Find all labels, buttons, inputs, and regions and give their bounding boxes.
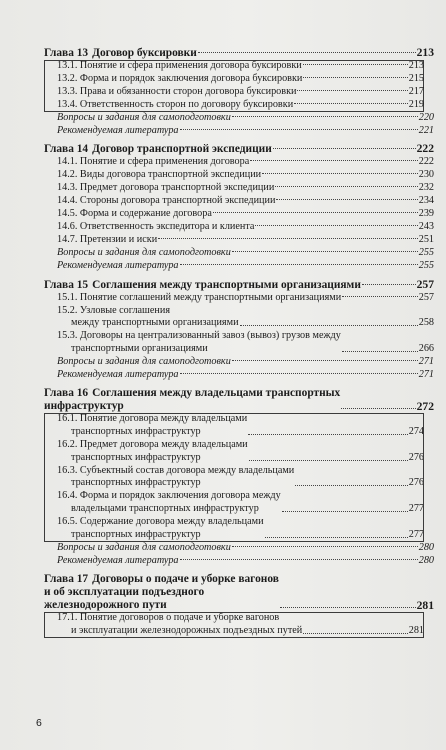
leader-dots bbox=[249, 460, 408, 461]
entry-text: 14.6. Ответственность экспедитора и клиента bbox=[57, 220, 255, 232]
toc-entry-literature[interactable] bbox=[44, 555, 434, 568]
entry-text: 14.4. Стороны договора транспортной экспедиции bbox=[57, 195, 276, 207]
leader-dots bbox=[232, 546, 418, 547]
entry-text: Вопросы и задания для самоподготовки bbox=[57, 542, 231, 553]
toc-entry[interactable] bbox=[44, 292, 434, 305]
entry-text: 13.2. Форма и порядок заключения договора буксировки bbox=[57, 72, 303, 84]
toc-entry-questions[interactable] bbox=[44, 112, 434, 125]
leader-dots bbox=[240, 325, 418, 326]
entry-text: Рекомендуемая литература bbox=[57, 124, 179, 136]
toc-entry[interactable] bbox=[44, 612, 424, 638]
chapter-16-heading[interactable] bbox=[44, 387, 434, 413]
chapter-page: 213 bbox=[416, 46, 434, 59]
leader-dots bbox=[342, 351, 418, 352]
toc-entry-questions[interactable] bbox=[44, 542, 434, 555]
entry-text: Вопросы и задания для самоподготовки bbox=[57, 246, 231, 258]
leader-dots bbox=[158, 238, 418, 239]
entry-page: 255 bbox=[418, 246, 434, 258]
entry-page: 271 bbox=[418, 369, 434, 381]
leader-dots bbox=[273, 148, 416, 149]
entry-page: 276 bbox=[408, 477, 424, 489]
chapter-page: 222 bbox=[416, 142, 434, 156]
entry-page: 243 bbox=[418, 220, 434, 232]
toc-entry-literature[interactable] bbox=[44, 125, 434, 138]
entry-text: Вопросы и задания для самоподготовки bbox=[57, 111, 231, 123]
chapter-title: Соглашения между владельцами транспортных bbox=[92, 386, 341, 399]
toc-entry[interactable] bbox=[44, 86, 424, 99]
toc-entry-literature[interactable] bbox=[44, 260, 434, 273]
entry-text: Рекомендуемая литература bbox=[57, 259, 179, 271]
toc-entry[interactable] bbox=[44, 99, 424, 112]
chapter-label: Глава 16 bbox=[44, 386, 89, 399]
chapter-13-items bbox=[44, 60, 424, 112]
entry-page: 219 bbox=[408, 98, 424, 110]
entry-page: 258 bbox=[418, 317, 434, 329]
entry-text-cont: и эксплуатации железнодорожных подъездных путей bbox=[71, 624, 303, 636]
leader-dots bbox=[295, 485, 407, 486]
chapter-16-items bbox=[44, 413, 424, 542]
entry-page: 277 bbox=[408, 503, 424, 515]
chapter-title-cont: и об эксплуатации подъездного bbox=[44, 585, 205, 598]
entry-text: 13.3. Права и обязанности сторон договора буксировки bbox=[57, 85, 297, 97]
leader-dots bbox=[180, 373, 418, 374]
toc-entry[interactable] bbox=[44, 73, 424, 86]
leader-dots bbox=[180, 264, 418, 265]
entry-text-cont: между транспортными организациями bbox=[71, 317, 239, 329]
leader-dots bbox=[248, 434, 408, 435]
chapter-title-cont: инфраструктур bbox=[44, 399, 124, 412]
entry-text: 17.1. Понятие договоров о подаче и уборке вагонов bbox=[57, 611, 280, 623]
entry-page: 271 bbox=[418, 356, 434, 368]
entry-text: 15.3. Договоры на централизованный завоз (вывоз) грузов между bbox=[57, 330, 341, 342]
leader-dots bbox=[341, 408, 415, 409]
page-number: 6 bbox=[36, 717, 42, 729]
entry-page: 230 bbox=[418, 169, 434, 181]
entry-page: 217 bbox=[408, 85, 424, 97]
entry-page: 221 bbox=[418, 124, 434, 136]
leader-dots bbox=[276, 199, 417, 200]
entry-text: 14.5. Форма и содержание договора bbox=[57, 208, 212, 220]
entry-text-cont: владельцами транспортных инфраструктур bbox=[71, 503, 259, 515]
entry-page: 213 bbox=[408, 60, 424, 71]
entry-text: 16.2. Предмет договора между владельцами bbox=[57, 438, 248, 450]
toc-entry[interactable] bbox=[44, 439, 424, 465]
chapter-label: Глава 14 bbox=[44, 143, 89, 156]
entry-text: 15.2. Узловые соглашения bbox=[57, 304, 171, 316]
entry-page: 251 bbox=[418, 233, 434, 245]
leader-dots bbox=[303, 77, 407, 78]
leader-dots bbox=[180, 559, 418, 560]
entry-text-cont: транспортными организациями bbox=[71, 343, 208, 355]
leader-dots bbox=[303, 64, 408, 65]
toc-entry[interactable] bbox=[44, 330, 434, 356]
leader-dots bbox=[180, 129, 418, 130]
entry-page: 234 bbox=[418, 195, 434, 207]
entry-text: 16.4. Форма и порядок заключения договора между bbox=[57, 490, 281, 502]
chapter-page: 257 bbox=[416, 277, 434, 291]
chapter-title: Договор буксировки bbox=[92, 47, 197, 59]
chapter-13-heading[interactable] bbox=[44, 46, 434, 60]
leader-dots bbox=[303, 633, 407, 634]
chapter-page: 272 bbox=[416, 399, 434, 413]
toc-entry[interactable] bbox=[44, 195, 434, 208]
leader-dots bbox=[213, 212, 418, 213]
chapter-page: 281 bbox=[416, 598, 434, 612]
leader-dots bbox=[297, 90, 407, 91]
entry-page: 222 bbox=[418, 156, 434, 168]
toc-entry-questions[interactable] bbox=[44, 356, 434, 369]
entry-text: Рекомендуемая литература bbox=[57, 554, 179, 566]
chapter-title: Договор транспортной экспедиции bbox=[92, 143, 272, 156]
entry-text-cont: транспортных инфраструктур bbox=[71, 477, 201, 489]
chapter-label: Глава 13 bbox=[44, 47, 89, 59]
entry-page: 257 bbox=[418, 291, 434, 303]
leader-dots bbox=[232, 116, 418, 117]
entry-text: 14.7. Претензии и иски bbox=[57, 233, 158, 245]
leader-dots bbox=[250, 160, 417, 161]
toc-entry[interactable] bbox=[44, 413, 424, 439]
entry-text: Рекомендуемая литература bbox=[57, 369, 179, 381]
entry-page: 220 bbox=[418, 111, 434, 123]
leader-dots bbox=[255, 225, 417, 226]
chapter-17-heading[interactable] bbox=[44, 573, 434, 612]
leader-dots bbox=[294, 103, 408, 104]
entry-text: 14.3. Предмет договора транспортной экспедиции bbox=[57, 182, 275, 194]
entry-text: 15.1. Понятие соглашений между транспортными организациями bbox=[57, 291, 342, 303]
entry-page: 232 bbox=[418, 182, 434, 194]
entry-page: 215 bbox=[408, 72, 424, 84]
toc-entry[interactable] bbox=[44, 182, 434, 195]
entry-page: 274 bbox=[408, 425, 424, 437]
entry-text: 16.3. Субъектный состав договора между владельцами bbox=[57, 464, 295, 476]
toc-entry[interactable] bbox=[44, 156, 434, 169]
entry-page: 239 bbox=[418, 208, 434, 220]
entry-text: Вопросы и задания для самоподготовки bbox=[57, 356, 231, 368]
leader-dots bbox=[362, 284, 416, 285]
leader-dots bbox=[280, 607, 416, 608]
entry-page: 280 bbox=[418, 554, 434, 566]
toc-entry[interactable] bbox=[44, 208, 434, 221]
entry-text-cont: транспортных инфраструктур bbox=[71, 451, 201, 463]
entry-text: 13.1. Понятие и сфера применения договора буксировки bbox=[57, 60, 302, 71]
leader-dots bbox=[265, 537, 408, 538]
toc-entry-literature[interactable] bbox=[44, 369, 434, 382]
toc-entry[interactable] bbox=[44, 305, 434, 331]
leader-dots bbox=[275, 186, 417, 187]
entry-page: 277 bbox=[408, 529, 424, 541]
leader-dots bbox=[282, 511, 408, 512]
entry-page: 255 bbox=[418, 259, 434, 271]
chapter-title-cont: железнодорожного пути bbox=[44, 598, 167, 611]
toc-entry[interactable] bbox=[44, 465, 424, 491]
toc-entry[interactable] bbox=[44, 169, 434, 182]
chapter-14-heading[interactable] bbox=[44, 142, 434, 156]
toc-entry-questions[interactable] bbox=[44, 247, 434, 260]
leader-dots bbox=[262, 173, 418, 174]
table-of-contents bbox=[44, 46, 434, 638]
toc-entry[interactable] bbox=[44, 490, 424, 516]
entry-text-cont: транспортных инфраструктур bbox=[71, 529, 201, 541]
entry-text: 14.2. Виды договора транспортной экспедиции bbox=[57, 169, 262, 181]
entry-page: 276 bbox=[408, 451, 424, 463]
leader-dots bbox=[342, 296, 418, 297]
entry-page: 280 bbox=[418, 542, 434, 553]
entry-text: 16.5. Содержание договора между владельцами bbox=[57, 516, 264, 528]
chapter-title: Соглашения между транспортными организациями bbox=[92, 278, 361, 291]
leader-dots bbox=[232, 251, 418, 252]
chapter-label: Глава 15 bbox=[44, 278, 89, 291]
leader-dots bbox=[232, 360, 418, 361]
chapter-label: Глава 17 bbox=[44, 572, 89, 585]
toc-entry[interactable] bbox=[44, 516, 424, 542]
chapter-17-items bbox=[44, 612, 424, 638]
entry-text: 16.1. Понятие договора между владельцами bbox=[57, 412, 248, 424]
chapter-15-heading[interactable] bbox=[44, 278, 434, 292]
toc-entry[interactable] bbox=[44, 234, 434, 247]
chapter-title: Договоры о подаче и уборке вагонов bbox=[92, 572, 279, 585]
toc-entry[interactable] bbox=[44, 60, 424, 73]
entry-page: 281 bbox=[408, 624, 424, 636]
entry-text-cont: транспортных инфраструктур bbox=[71, 425, 201, 437]
entry-text: 14.1. Понятие и сфера применения договора bbox=[57, 156, 250, 168]
entry-page: 266 bbox=[418, 343, 434, 355]
toc-entry[interactable] bbox=[44, 221, 434, 234]
leader-dots bbox=[198, 52, 416, 53]
entry-text: 13.4. Ответственность сторон по договору буксировки bbox=[57, 98, 294, 110]
